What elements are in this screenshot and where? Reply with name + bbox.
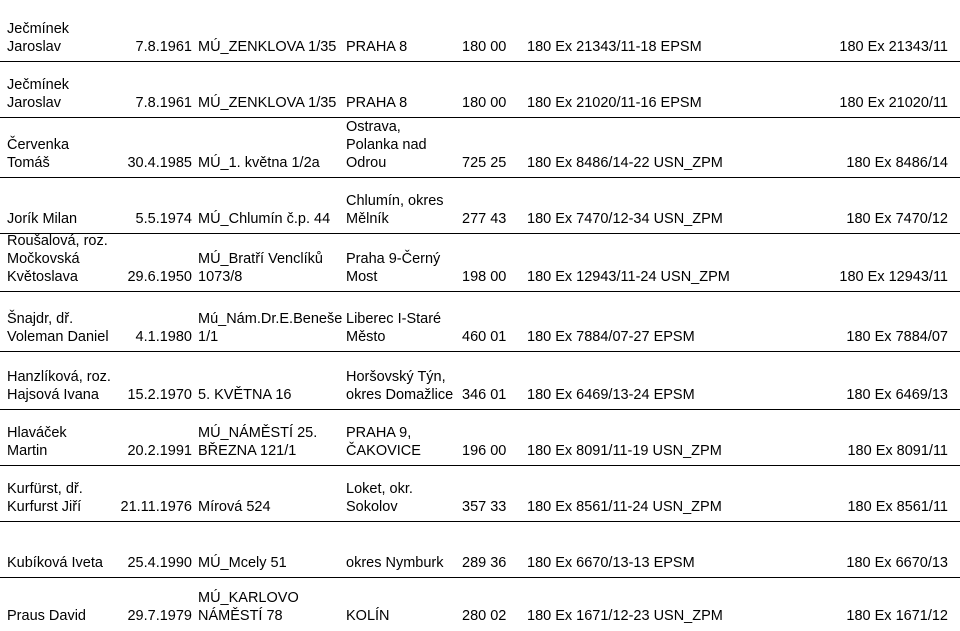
address-cell: 5. KVĚTNA 16 [198,387,292,403]
city-cell: okres Nymburk [346,555,444,571]
table-row [0,410,960,466]
reference-cell: 180 Ex 1671/12-23 USN_ZPM [527,608,723,624]
zip-cell: 277 43 [462,211,507,227]
table-row [0,234,960,292]
reference-cell: 180 Ex 21343/11-18 EPSM [527,39,702,55]
zip-cell: 280 02 [462,608,507,624]
address-cell: MÚ_1. května 1/2a [198,155,320,171]
table-row [0,522,960,578]
birth-date-cell: 7.8.1961 [135,95,192,111]
birth-date-cell: 29.6.1950 [127,269,192,285]
birth-date-cell: 5.5.1974 [135,211,192,227]
case-number-cell: 180 Ex 6469/13 [846,387,948,403]
address-cell: MÚ_NÁMĚSTÍ 25. BŘEZNA 121/1 [198,425,318,459]
zip-cell: 198 00 [462,269,507,285]
address-cell: MÚ_ZENKLOVA 1/35 [198,95,337,111]
city-cell: Horšovský Týn, okres Domažlice [346,369,454,403]
city-cell: Loket, okr. Sokolov [346,481,413,515]
table-row [0,178,960,234]
table-row [0,466,960,522]
address-cell: MÚ_Mcely 51 [198,555,287,571]
name-cell: Praus David [7,608,86,624]
zip-cell: 180 00 [462,39,507,55]
reference-cell: 180 Ex 7884/07-27 EPSM [527,329,695,345]
name-cell: Ječmínek Jaroslav [7,77,70,111]
birth-date-cell: 4.1.1980 [135,329,192,345]
address-cell: MÚ_Chlumín č.p. 44 [198,211,331,227]
name-cell: Ječmínek Jaroslav [7,21,70,55]
name-cell: Šnajdr, dř. Voleman Daniel [7,311,109,345]
zip-cell: 725 25 [462,155,507,171]
zip-cell: 180 00 [462,95,507,111]
birth-date-cell: 21.11.1976 [120,499,192,515]
address-cell: MÚ_KARLOVO NÁMĚSTÍ 78 [198,590,299,624]
zip-cell: 289 36 [462,555,507,571]
case-number-cell: 180 Ex 8091/11 [847,443,948,459]
table-row [0,292,960,352]
table-row [0,578,960,631]
reference-cell: 180 Ex 8091/11-19 USN_ZPM [527,443,722,459]
address-cell: Mírová 524 [198,499,271,515]
case-number-cell: 180 Ex 7884/07 [846,329,948,345]
case-number-cell: 180 Ex 21343/11 [839,39,948,55]
reference-cell: 180 Ex 6469/13-24 EPSM [527,387,695,403]
city-cell: Ostrava, Polanka nad Odrou [346,119,427,171]
reference-cell: 180 Ex 8561/11-24 USN_ZPM [527,499,722,515]
zip-cell: 346 01 [462,387,507,403]
city-cell: PRAHA 9, ČAKOVICE [346,425,421,459]
city-cell: PRAHA 8 [346,95,408,111]
reference-cell: 180 Ex 21020/11-16 EPSM [527,95,702,111]
case-number-cell: 180 Ex 8486/14 [846,155,948,171]
birth-date-cell: 15.2.1970 [127,387,192,403]
city-cell: PRAHA 8 [346,39,408,55]
address-cell: MÚ_ZENKLOVA 1/35 [198,39,337,55]
case-number-cell: 180 Ex 12943/11 [839,269,948,285]
birth-date-cell: 29.7.1979 [127,608,192,624]
city-cell: Liberec I-Staré Město [346,311,442,345]
birth-date-cell: 7.8.1961 [135,39,192,55]
table-row [0,0,960,62]
reference-cell: 180 Ex 8486/14-22 USN_ZPM [527,155,723,171]
table-row [0,352,960,410]
name-cell: Kubíková Iveta [7,555,103,571]
birth-date-cell: 20.2.1991 [127,443,192,459]
reference-cell: 180 Ex 12943/11-24 USN_ZPM [527,269,730,285]
name-cell: Roušalová, roz. Močkovská Květoslava [7,233,108,285]
zip-cell: 196 00 [462,443,507,459]
address-cell: MÚ_Bratří Venclíků 1073/8 [198,251,323,285]
table-row [0,62,960,118]
table-row [0,118,960,178]
name-cell: Kurfürst, dř. Kurfurst Jiří [7,481,83,515]
reference-cell: 180 Ex 7470/12-34 USN_ZPM [527,211,723,227]
address-cell: Mú_Nám.Dr.E.Beneše 1/1 [198,311,343,345]
city-cell: KOLÍN [346,608,390,624]
zip-cell: 357 33 [462,499,507,515]
name-cell: Jorík Milan [7,211,78,227]
name-cell: Hlaváček Martin [7,425,67,459]
case-number-cell: 180 Ex 7470/12 [846,211,948,227]
case-number-cell: 180 Ex 6670/13 [846,555,948,571]
city-cell: Chlumín, okres Mělník [346,193,444,227]
reference-cell: 180 Ex 6670/13-13 EPSM [527,555,695,571]
zip-cell: 460 01 [462,329,507,345]
case-number-cell: 180 Ex 8561/11 [847,499,948,515]
name-cell: Červenka Tomáš [7,137,70,171]
case-number-cell: 180 Ex 1671/12 [846,608,948,624]
name-cell: Hanzlíková, roz. Hajsová Ivana [7,369,111,403]
city-cell: Praha 9-Černý Most [346,251,441,285]
case-number-cell: 180 Ex 21020/11 [839,95,948,111]
birth-date-cell: 25.4.1990 [127,555,192,571]
birth-date-cell: 30.4.1985 [127,155,192,171]
